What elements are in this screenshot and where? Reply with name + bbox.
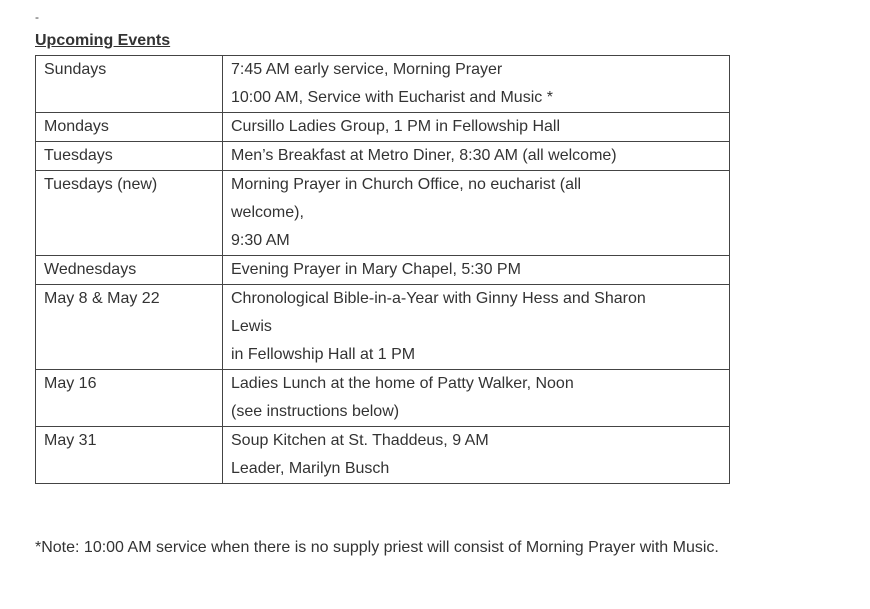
table-row bbox=[36, 142, 730, 171]
event-day-cell: Wednesdays bbox=[36, 256, 223, 285]
event-description-cell bbox=[223, 370, 730, 427]
event-day-cell: May 8 & May 22 bbox=[36, 285, 223, 370]
event-description-cell bbox=[223, 427, 730, 484]
event-description-line: Lewis bbox=[231, 318, 272, 335]
table-row bbox=[36, 285, 730, 370]
table-row bbox=[36, 370, 730, 427]
event-description-line: Morning Prayer in Church Office, no eucharist (all bbox=[231, 176, 582, 193]
event-description-line: (see instructions below) bbox=[231, 403, 400, 420]
event-day-cell: Tuesdays (new) bbox=[36, 171, 223, 256]
event-description-line: Chronological Bible-in-a-Year with Ginny Hess and Sharon bbox=[231, 290, 646, 307]
top-dash-mark: - bbox=[35, 10, 39, 24]
events-table-body bbox=[36, 56, 730, 484]
table-row bbox=[36, 171, 730, 256]
event-description-cell bbox=[223, 142, 730, 171]
table-row bbox=[36, 56, 730, 113]
event-day-cell: Sundays bbox=[36, 56, 223, 113]
event-description-line: in Fellowship Hall at 1 PM bbox=[231, 346, 416, 363]
table-row bbox=[36, 113, 730, 142]
events-table bbox=[35, 55, 730, 484]
event-description-line: 9:30 AM bbox=[231, 232, 290, 249]
event-description-cell bbox=[223, 113, 730, 142]
event-day-cell: Mondays bbox=[36, 113, 223, 142]
event-description-line: 7:45 AM early service, Morning Prayer bbox=[231, 61, 503, 78]
table-row bbox=[36, 256, 730, 285]
event-description-line: Evening Prayer in Mary Chapel, 5:30 PM bbox=[231, 261, 521, 278]
event-description-line: Cursillo Ladies Group, 1 PM in Fellowship Hall bbox=[231, 118, 561, 135]
event-description-line: Ladies Lunch at the home of Patty Walker, Noon bbox=[231, 375, 574, 392]
table-row bbox=[36, 427, 730, 484]
event-description-line: Leader, Marilyn Busch bbox=[231, 460, 390, 477]
event-day-cell: May 31 bbox=[36, 427, 223, 484]
event-description-cell bbox=[223, 56, 730, 113]
event-description-cell bbox=[223, 171, 730, 256]
event-day-cell: Tuesdays bbox=[36, 142, 223, 171]
event-description-line: 10:00 AM, Service with Eucharist and Music * bbox=[231, 89, 553, 106]
event-description-cell bbox=[223, 285, 730, 370]
event-description-cell bbox=[223, 256, 730, 285]
service-note: *Note: 10:00 AM service when there is no supply priest will consist of Morning Prayer with Music. bbox=[35, 539, 719, 556]
event-description-line: welcome), bbox=[231, 204, 304, 221]
event-description-line: Soup Kitchen at St. Thaddeus, 9 AM bbox=[231, 432, 489, 449]
event-description-line: Men’s Breakfast at Metro Diner, 8:30 AM (all welcome) bbox=[231, 147, 617, 164]
event-day-cell: May 16 bbox=[36, 370, 223, 427]
section-heading: Upcoming Events bbox=[35, 32, 171, 49]
